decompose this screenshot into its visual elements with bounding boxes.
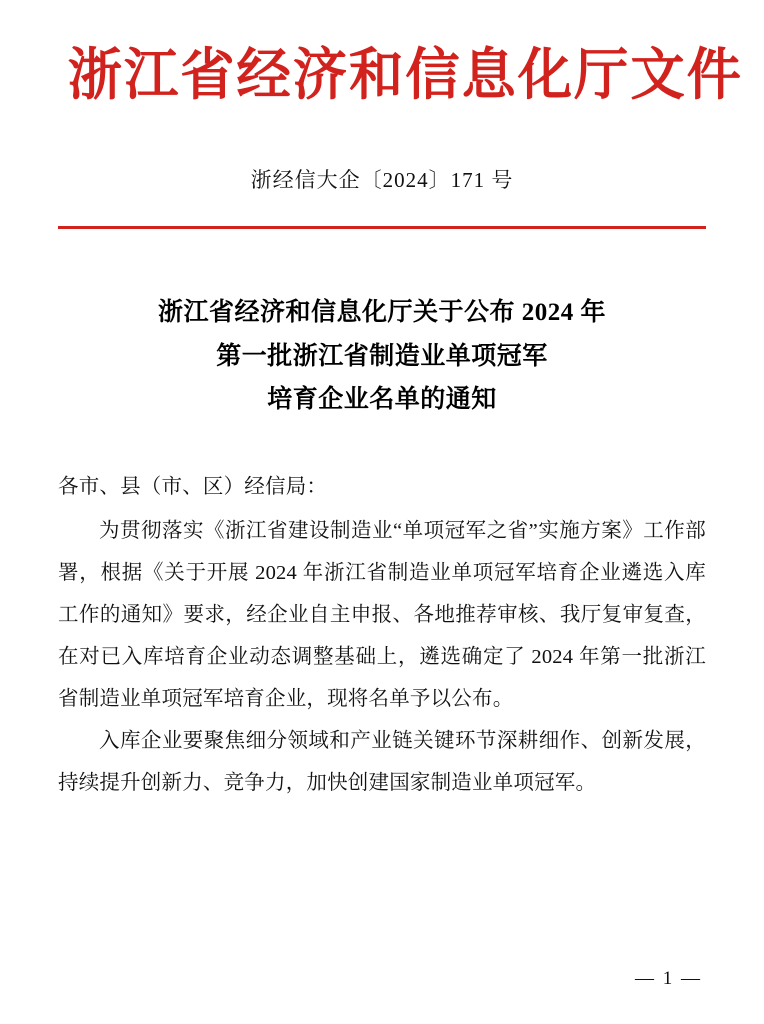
masthead-title: 浙江省经济和信息化厅文件 xyxy=(67,45,743,107)
document-body xyxy=(58,466,706,804)
body-paragraph-2: 入库企业要聚焦细分领域和产业链关键环节深耕细作、创新发展，持续提升创新力、竞争力，加快创建国家制造业单项冠军。 xyxy=(58,730,706,795)
red-divider-rule xyxy=(58,226,706,229)
page-title xyxy=(58,291,706,422)
page-title-line-1: 浙江省经济和信息化厅关于公布 2024 年 xyxy=(157,298,606,326)
body-paragraph-1: 为贯彻落实《浙江省建设制造业“单项冠军之省”实施方案》工作部署，根据《关于开展 2024 年浙江省制造业单项冠军培育企业遴选入库工作的通知》要求，经企业自主申报、各地推荐审核、我厅复审复查，在对已入库培育企业动态调整基础上，遴选确定了 2024 年第一批浙江省制造业单项冠军培育企业，现将名单予以公布。 xyxy=(58,520,706,711)
page-title-line-2: 第一批浙江省制造业单项冠军 xyxy=(216,342,548,370)
page-title-line-3: 培育企业名单的通知 xyxy=(267,386,497,414)
salutation: 各市、县（市、区）经信局： xyxy=(58,476,328,499)
document-number: 浙经信大企〔2024〕171 号 xyxy=(250,168,514,193)
page-number-footer: — 1 — xyxy=(635,968,702,989)
masthead xyxy=(58,0,743,108)
